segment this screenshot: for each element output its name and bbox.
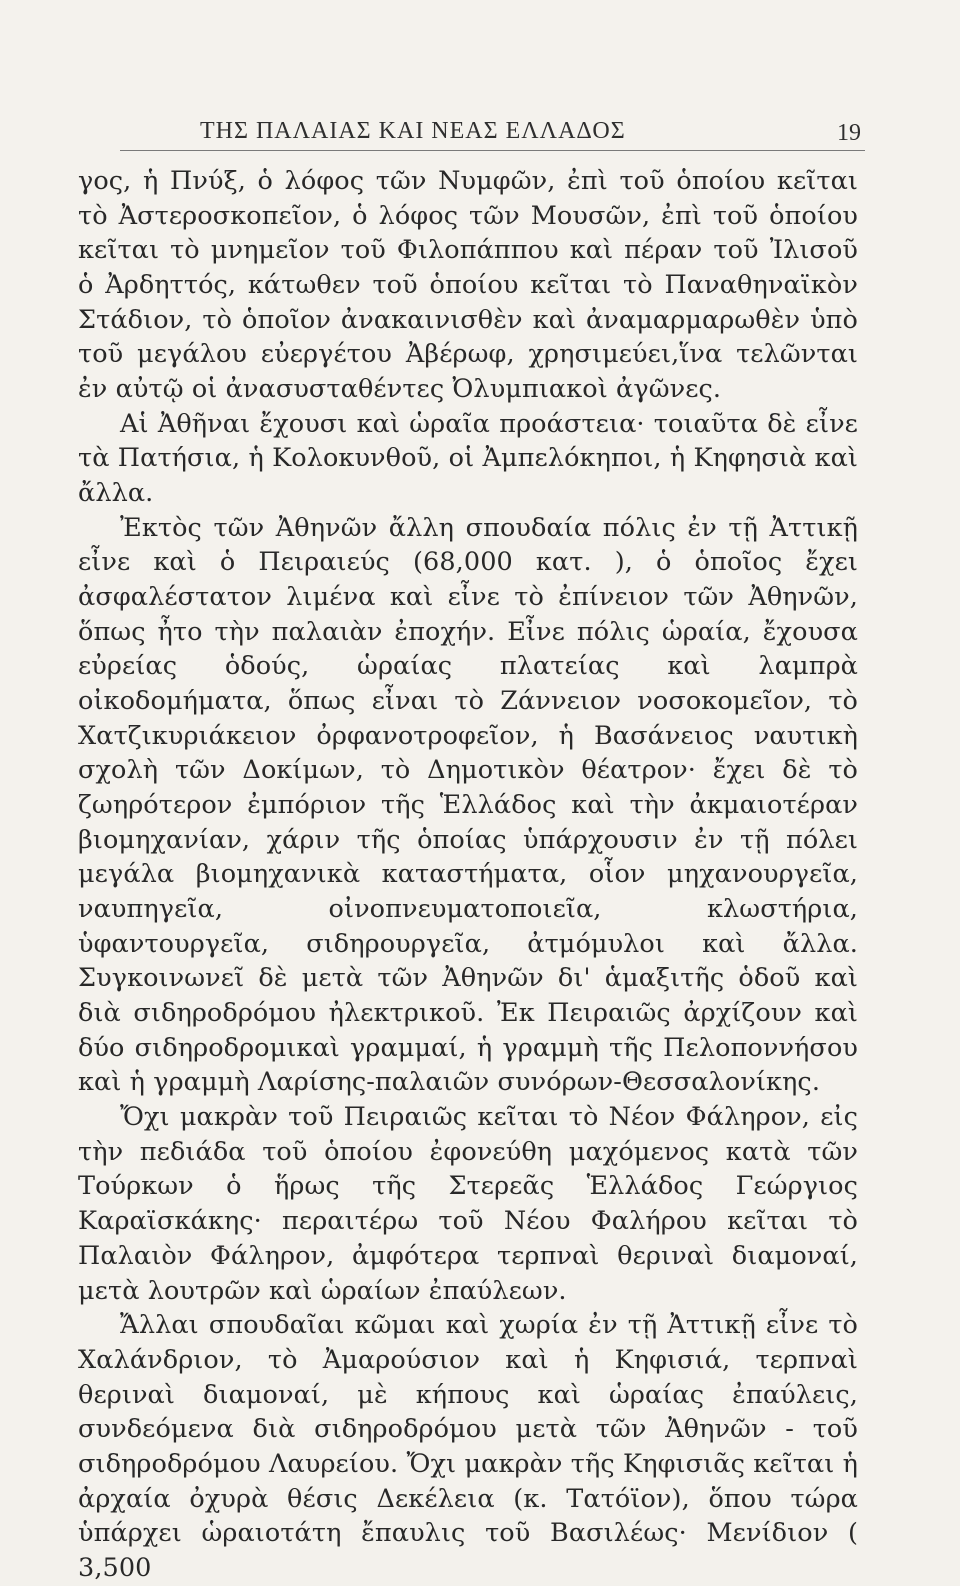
- paragraph: Ἄλλαι σπουδαῖαι κῶμαι καὶ χωρία ἐν τῇ Ἀττικῇ εἶνε τὸ Χαλάνδριον, τὸ Ἀμαρούσιον καὶ ἡ Κηφισιά, τερπναὶ θεριναὶ διαμοναί, μὲ κήπους καὶ ὡραίας ἐπαύλεις, συνδεόμενα διὰ σιδηροδρόμου μετὰ τῶν Ἀθηνῶν - τοῦ σιδηροδρόμου Λαυρείου. Ὄχι μακρὰν τῆς Κηφισιᾶς κεῖται ἡ ἀρχαία ὀχυρὰ θέσις Δεκέλεια (κ. Τατόϊον), ὅπου τώρα ὑπάρχει ὡραιοτάτη ἔπαυλις τοῦ Βασιλέως· Μενίδιον ( 3,500: [78, 1310, 858, 1583]
- page-header: [120, 118, 865, 151]
- page-number: 19: [837, 120, 861, 146]
- paragraph: Ἐκτὸς τῶν Ἀθηνῶν ἄλλη σπουδαία πόλις ἐν τῇ Ἀττικῇ εἶνε καὶ ὁ Πειραιεύς (68,000 κατ. ), ὁ ὁποῖος ἔχει ἀσφαλέστατον λιμένα καὶ εἶνε τὸ ἐπίνειον τῶν Ἀθηνῶν, ὅπως ἦτο τὴν παλαιὰν ἐποχήν. Εἶνε πόλις ὡραία, ἔχουσα εὐρείας ὁδούς, ὡραίας πλατείας καὶ λαμπρὰ οἰκοδομήματα, ὅπως εἶναι τὸ Ζάννειον νοσοκομεῖον, τὸ Χατζικυριάκειον ὀρφανοτροφεῖον, ἡ Βασάνειος ναυτικὴ σχολὴ τῶν Δοκίμων, τὸ Δημοτικὸν θέατρον· ἔχει δὲ τὸ ζωηρότερον ἐμπόριον τῆς Ἑλλάδος καὶ τὴν ἀκμαιοτέραν βιομηχανίαν, χάριν τῆς ὁποίας ὑπάρχουσιν ἐν τῇ πόλει μεγάλα βιομηχανικὰ καταστήματα, οἷον μηχανουργεῖα, ναυπηγεῖα, οἰνοπνευματοποιεῖα, κλωστήρια, ὑφαντουργεῖα, σιδηρουργεῖα, ἀτμόμυλοι καὶ ἄλλα. Συγκοινωνεῖ δὲ μετὰ τῶν Ἀθηνῶν δι' ἁμαξιτῆς ὁδοῦ καὶ διὰ σιδηροδρόμου ἠλεκτρικοῦ. Ἐκ Πειραιῶς ἀρχίζουν καὶ δύο σιδηροδρομικαὶ γραμμαί, ἡ γραμμὴ τῆς Πελοποννήσου καὶ ἡ γραμμὴ Λαρίσης-παλαιῶν συνόρων-Θεσσαλονίκης.: [78, 512, 858, 1098]
- body-text: [78, 164, 858, 1586]
- paragraph: Αἱ Ἀθῆναι ἔχουσι καὶ ὡραῖα προάστεια· τοιαῦτα δὲ εἶνε τὰ Πατήσια, ἡ Κολοκυνθοῦ, οἱ Ἀμπελόκηποι, ἡ Κηφησιὰ καὶ ἄλλα.: [78, 408, 858, 509]
- paragraph: γος, ἡ Πνύξ, ὁ λόφος τῶν Νυμφῶν, ἐπὶ τοῦ ὁποίου κεῖται τὸ Ἀστεροσκοπεῖον, ὁ λόφος τῶν Μουσῶν, ἐπὶ τοῦ ὁποίου κεῖται τὸ μνημεῖον τοῦ Φιλοπάππου καὶ πέραν τοῦ Ἰλισοῦ ὁ Ἀρδηττός, κάτωθεν τοῦ ὁποίου κεῖται τὸ Παναθηναϊκὸν Στάδιον, τὸ ὁποῖον ἀνακαινισθὲν καὶ ἀναμαρμαρωθὲν ὑπὸ τοῦ μεγάλου εὐεργέτου Ἀβέρωφ, χρησιμεύει,ἵνα τελῶνται ἐν αὐτῷ οἱ ἀνασυσταθέντες Ὀλυμπιακοὶ ἀγῶνες.: [78, 166, 858, 405]
- running-title: ΤΗΣ ΠΑΛΑΙΑΣ ΚΑΙ ΝΕΑΣ ΕΛΛΑΔΟΣ: [200, 118, 626, 144]
- paragraph: Ὄχι μακρὰν τοῦ Πειραιῶς κεῖται τὸ Νέον Φάληρον, εἰς τὴν πεδιάδα τοῦ ὁποίου ἐφονεύθη μαχόμενος κατὰ τῶν Τούρκων ὁ ἥρως τῆς Στερεᾶς Ἑλλάδος Γεώργιος Καραϊσκάκης· περαιτέρω τοῦ Νέου Φαλήρου κεῖται τὸ Παλαιὸν Φάληρον, ἀμφότερα τερπναὶ θεριναὶ διαμοναί, μετὰ λουτρῶν καὶ ὡραίων ἐπαύλεων.: [78, 1102, 858, 1306]
